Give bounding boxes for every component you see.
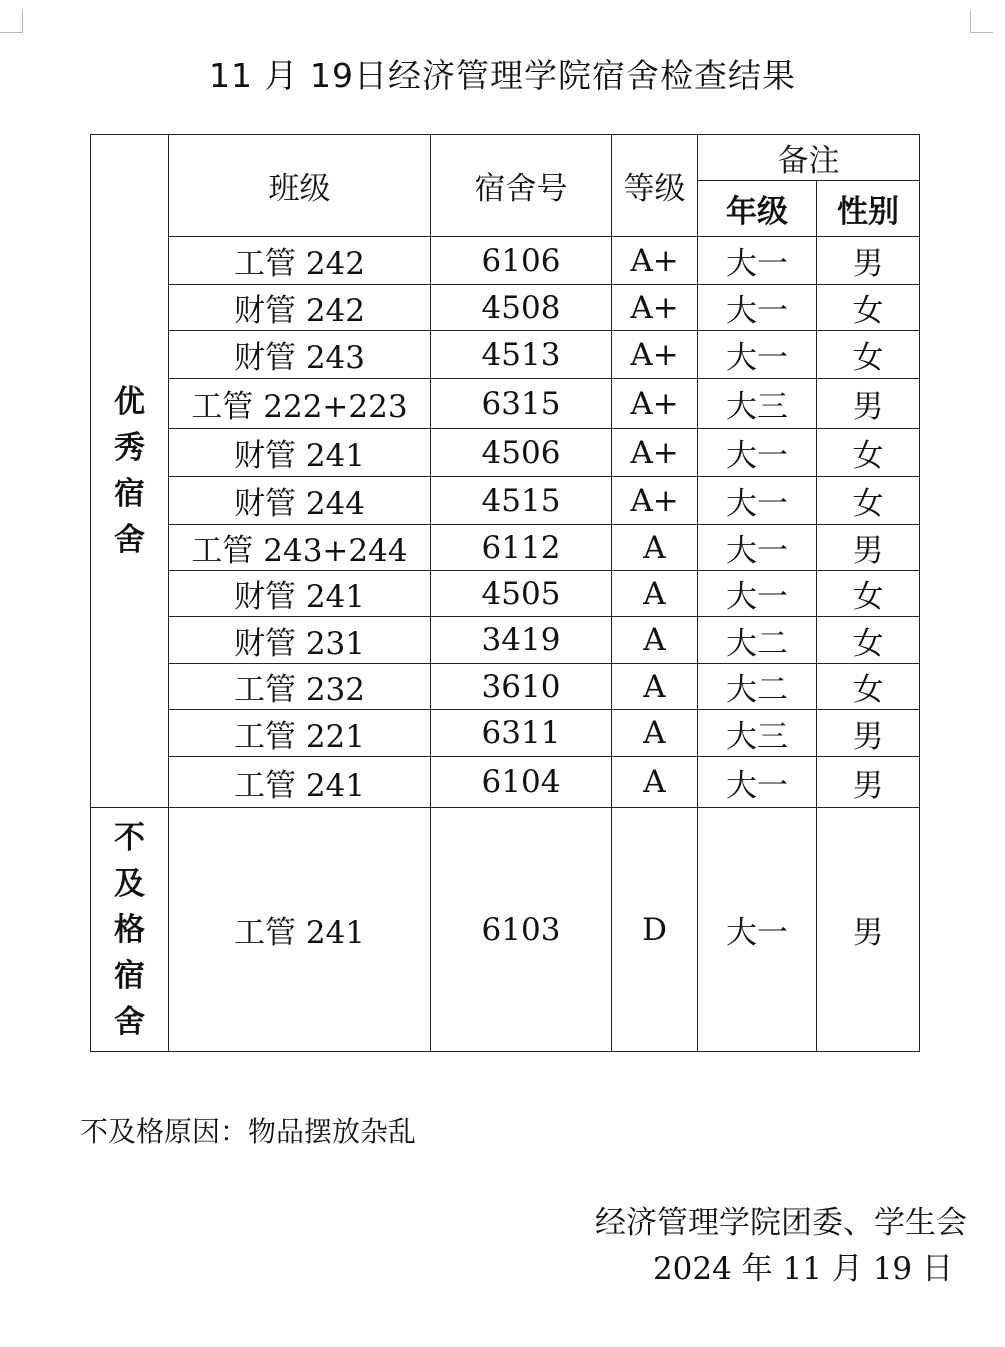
cell-grade: A — [612, 664, 698, 710]
page-title: 11 月 19日经济管理学院宿舍检查结果 — [209, 56, 796, 95]
cell-gender: 女 — [817, 617, 920, 664]
cell-year: 大一 — [698, 331, 817, 379]
cell-room: 6104 — [431, 757, 612, 808]
cell-grade: A+ — [612, 429, 698, 477]
cell-year: 大一 — [698, 525, 817, 571]
cell-gender: 男 — [817, 525, 920, 571]
cell-year: 大三 — [698, 379, 817, 429]
header-room: 宿舍号 — [431, 135, 612, 237]
table-row — [91, 525, 920, 571]
cell-grade: A — [612, 525, 698, 571]
cell-class: 工管 221 — [169, 710, 431, 757]
cell-gender: 女 — [817, 571, 920, 617]
cell-room: 6112 — [431, 525, 612, 571]
cell-room: 6311 — [431, 710, 612, 757]
cell-room: 4508 — [431, 285, 612, 331]
label-char: 优 — [114, 384, 145, 420]
cell-room: 3419 — [431, 617, 612, 664]
label-char: 秀 — [114, 430, 145, 466]
cell-grade: A+ — [612, 477, 698, 525]
cell-gender: 男 — [817, 808, 920, 1052]
cell-grade: A+ — [612, 285, 698, 331]
cell-class: 工管 241 — [169, 757, 431, 808]
table-row — [91, 429, 920, 477]
cell-gender: 男 — [817, 237, 920, 285]
crop-mark-top-right — [970, 10, 993, 33]
cell-year: 大一 — [698, 571, 817, 617]
cell-year: 大一 — [698, 429, 817, 477]
label-char: 舍 — [114, 522, 145, 558]
cell-class: 工管 243+244 — [169, 525, 431, 571]
table-row — [91, 710, 920, 757]
cell-year: 大一 — [698, 237, 817, 285]
cell-room: 4506 — [431, 429, 612, 477]
table-row — [91, 237, 920, 285]
table-row — [91, 808, 920, 1052]
cell-room: 4515 — [431, 477, 612, 525]
cell-gender: 女 — [817, 429, 920, 477]
header-row-1 — [91, 135, 920, 181]
cell-year: 大一 — [698, 808, 817, 1052]
cell-class: 财管 242 — [169, 285, 431, 331]
cell-gender: 女 — [817, 664, 920, 710]
table-row — [91, 331, 920, 379]
issuer-signature: 经济管理学院团委、学生会 — [595, 1205, 967, 1241]
header-class: 班级 — [169, 135, 431, 237]
label-char: 不 — [114, 819, 145, 856]
label-char: 宿 — [114, 476, 145, 512]
fail-reason-note: 不及格原因：物品摆放杂乱 — [80, 1115, 417, 1148]
table-row — [91, 617, 920, 664]
cell-gender: 女 — [817, 477, 920, 525]
cell-year: 大一 — [698, 477, 817, 525]
cell-grade: A+ — [612, 237, 698, 285]
cell-class: 财管 244 — [169, 477, 431, 525]
label-char: 舍 — [114, 1003, 145, 1040]
header-remark: 备注 — [698, 135, 920, 181]
cell-gender: 男 — [817, 757, 920, 808]
cell-gender: 男 — [817, 710, 920, 757]
inspection-table — [90, 134, 920, 1052]
cell-class: 工管 232 — [169, 664, 431, 710]
cell-room: 6106 — [431, 237, 612, 285]
cell-room: 6315 — [431, 379, 612, 429]
issue-date: 2024 年 11 月 19 日 — [652, 1251, 953, 1287]
cell-class: 财管 243 — [169, 331, 431, 379]
table-row — [91, 757, 920, 808]
failed-dorm-label — [91, 808, 169, 1052]
cell-year: 大三 — [698, 710, 817, 757]
header-year: 年级 — [698, 181, 817, 237]
cell-class: 工管 242 — [169, 237, 431, 285]
cell-gender: 男 — [817, 379, 920, 429]
cell-class: 财管 241 — [169, 571, 431, 617]
cell-grade: A — [612, 710, 698, 757]
cell-class: 工管 222+223 — [169, 379, 431, 429]
crop-mark-top-left — [0, 10, 23, 33]
header-gender: 性别 — [817, 181, 920, 237]
cell-room: 6103 — [431, 808, 612, 1052]
cell-room: 3610 — [431, 664, 612, 710]
cell-gender: 女 — [817, 331, 920, 379]
header-grade: 等级 — [612, 135, 698, 237]
label-char: 格 — [114, 911, 145, 948]
table-row — [91, 571, 920, 617]
cell-year: 大一 — [698, 757, 817, 808]
cell-room: 4513 — [431, 331, 612, 379]
cell-room: 4505 — [431, 571, 612, 617]
excellent-dorm-label — [91, 135, 169, 808]
cell-grade: A — [612, 571, 698, 617]
cell-grade: A+ — [612, 379, 698, 429]
label-char: 及 — [114, 865, 145, 902]
cell-class: 工管 241 — [169, 808, 431, 1052]
cell-grade: A — [612, 617, 698, 664]
table-row — [91, 477, 920, 525]
table-row — [91, 285, 920, 331]
cell-year: 大二 — [698, 617, 817, 664]
table-row — [91, 664, 920, 710]
cell-grade: A — [612, 757, 698, 808]
cell-grade: D — [612, 808, 698, 1052]
cell-year: 大一 — [698, 285, 817, 331]
label-char: 宿 — [114, 957, 145, 994]
cell-gender: 女 — [817, 285, 920, 331]
cell-year: 大二 — [698, 664, 817, 710]
cell-class: 财管 241 — [169, 429, 431, 477]
table-row — [91, 379, 920, 429]
cell-class: 财管 231 — [169, 617, 431, 664]
cell-grade: A+ — [612, 331, 698, 379]
